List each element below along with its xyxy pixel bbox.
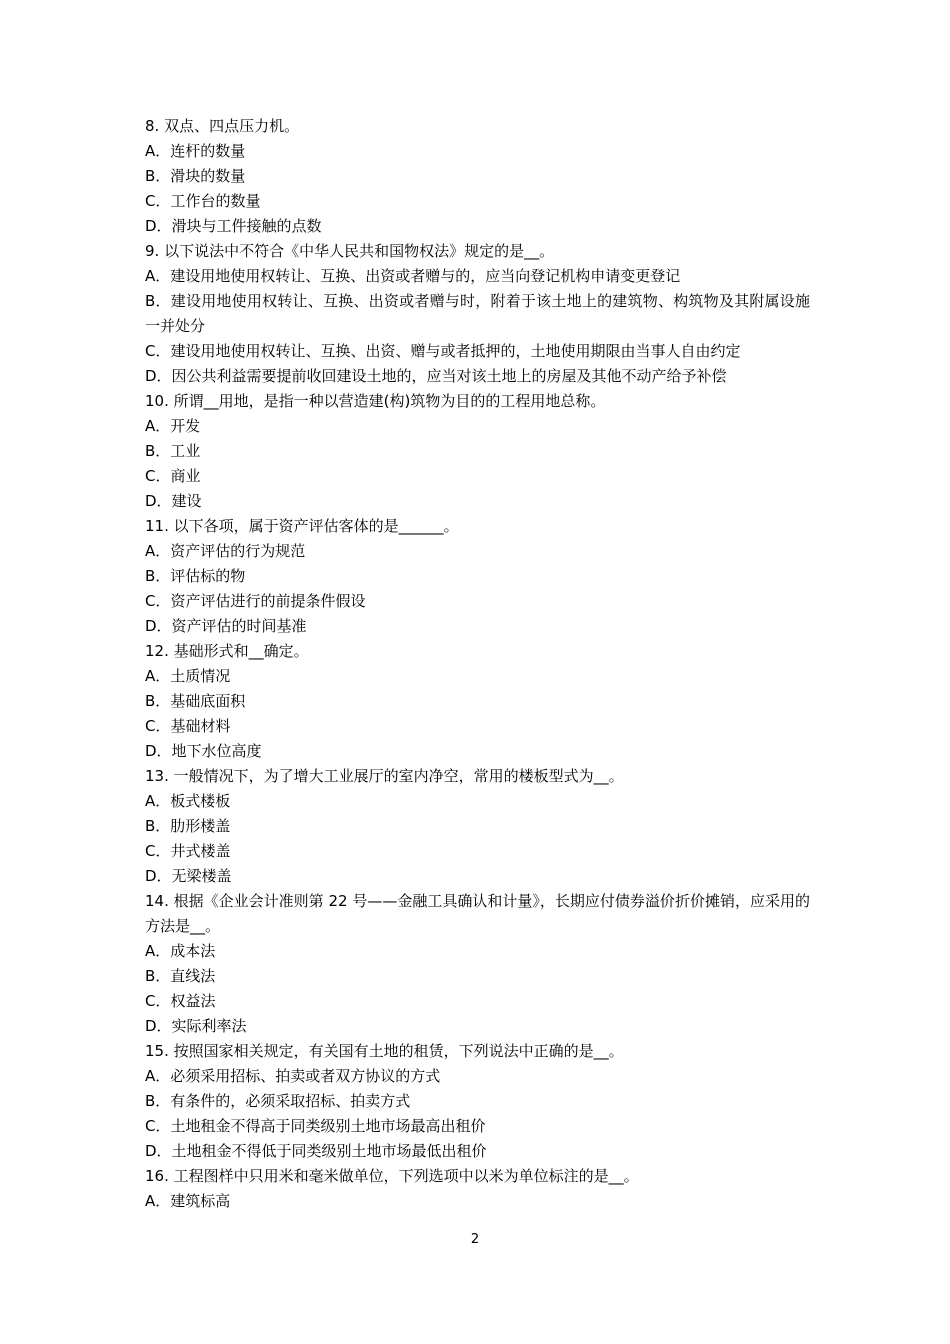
option-8c: C．工作台的数量 bbox=[145, 192, 261, 210]
option-12a: A．土质情况 bbox=[145, 667, 231, 685]
question-8: 8. 双点、四点压力机。 bbox=[145, 117, 300, 135]
option-9a: A．建设用地使用权转让、互换、出资或者赠与的，应当向登记机构申请变更登记 bbox=[145, 267, 681, 285]
option-10b: B．工业 bbox=[145, 442, 201, 460]
document-body bbox=[145, 114, 810, 1214]
option-9c: C．建设用地使用权转让、互换、出资、赠与或者抵押的，土地使用期限由当事人自由约定 bbox=[145, 342, 741, 360]
option-8d: D．滑块与工件接触的点数 bbox=[145, 217, 322, 235]
option-10a: A．开发 bbox=[145, 417, 201, 435]
option-12c: C．基础材料 bbox=[145, 717, 231, 735]
option-11d: D．资产评估的时间基准 bbox=[145, 617, 307, 635]
option-15a: A．必须采用招标、拍卖或者双方协议的方式 bbox=[145, 1067, 441, 1085]
option-11b: B．评估标的物 bbox=[145, 567, 246, 585]
question-16: 16. 工程图样中只用米和毫米做单位，下列选项中以米为单位标注的是__。 bbox=[145, 1167, 639, 1185]
option-11a: A．资产评估的行为规范 bbox=[145, 542, 306, 560]
option-14b: B．直线法 bbox=[145, 967, 216, 985]
option-13b: B．肋形楼盖 bbox=[145, 817, 231, 835]
option-16a: A．建筑标高 bbox=[145, 1192, 231, 1210]
option-9b: B．建设用地使用权转让、互换、出资或者赠与时，附着于该土地上的建筑物、构筑物及其附属设施一并处分 bbox=[145, 292, 810, 335]
option-14a: A．成本法 bbox=[145, 942, 216, 960]
option-14d: D．实际利率法 bbox=[145, 1017, 247, 1035]
question-9: 9. 以下说法中不符合《中华人民共和国物权法》规定的是__。 bbox=[145, 242, 555, 260]
option-12d: D．地下水位高度 bbox=[145, 742, 262, 760]
option-13c: C．井式楼盖 bbox=[145, 842, 231, 860]
page-number: 2 bbox=[470, 1232, 480, 1247]
question-11: 11. 以下各项，属于资产评估客体的是______。 bbox=[145, 517, 459, 535]
question-14: 14. 根据《企业会计准则第 22 号——金融工具确认和计量》，长期应付债券溢价折价摊销，应采用的方法是__。 bbox=[145, 892, 810, 935]
option-12b: B．基础底面积 bbox=[145, 692, 246, 710]
option-10c: C．商业 bbox=[145, 467, 201, 485]
option-14c: C．权益法 bbox=[145, 992, 216, 1010]
option-15b: B．有条件的，必须采取招标、拍卖方式 bbox=[145, 1092, 411, 1110]
question-10: 10. 所谓__用地，是指一种以营造建(构)筑物为目的的工程用地总称。 bbox=[145, 392, 606, 410]
option-8b: B．滑块的数量 bbox=[145, 167, 246, 185]
option-8a: A．连杆的数量 bbox=[145, 142, 246, 160]
option-13d: D．无梁楼盖 bbox=[145, 867, 232, 885]
question-13: 13. 一般情况下，为了增大工业展厅的室内净空，常用的楼板型式为__。 bbox=[145, 767, 624, 785]
option-9d: D．因公共利益需要提前收回建设土地的，应当对该土地上的房屋及其他不动产给予补偿 bbox=[145, 367, 727, 385]
option-13a: A．板式楼板 bbox=[145, 792, 231, 810]
question-12: 12. 基础形式和__确定。 bbox=[145, 642, 309, 660]
option-11c: C．资产评估进行的前提条件假设 bbox=[145, 592, 366, 610]
option-15c: C．土地租金不得高于同类级别土地市场最高出租价 bbox=[145, 1117, 486, 1135]
option-10d: D．建设 bbox=[145, 492, 202, 510]
option-15d: D．土地租金不得低于同类级别土地市场最低出租价 bbox=[145, 1142, 487, 1160]
question-15: 15. 按照国家相关规定，有关国有土地的租赁，下列说法中正确的是__。 bbox=[145, 1042, 624, 1060]
